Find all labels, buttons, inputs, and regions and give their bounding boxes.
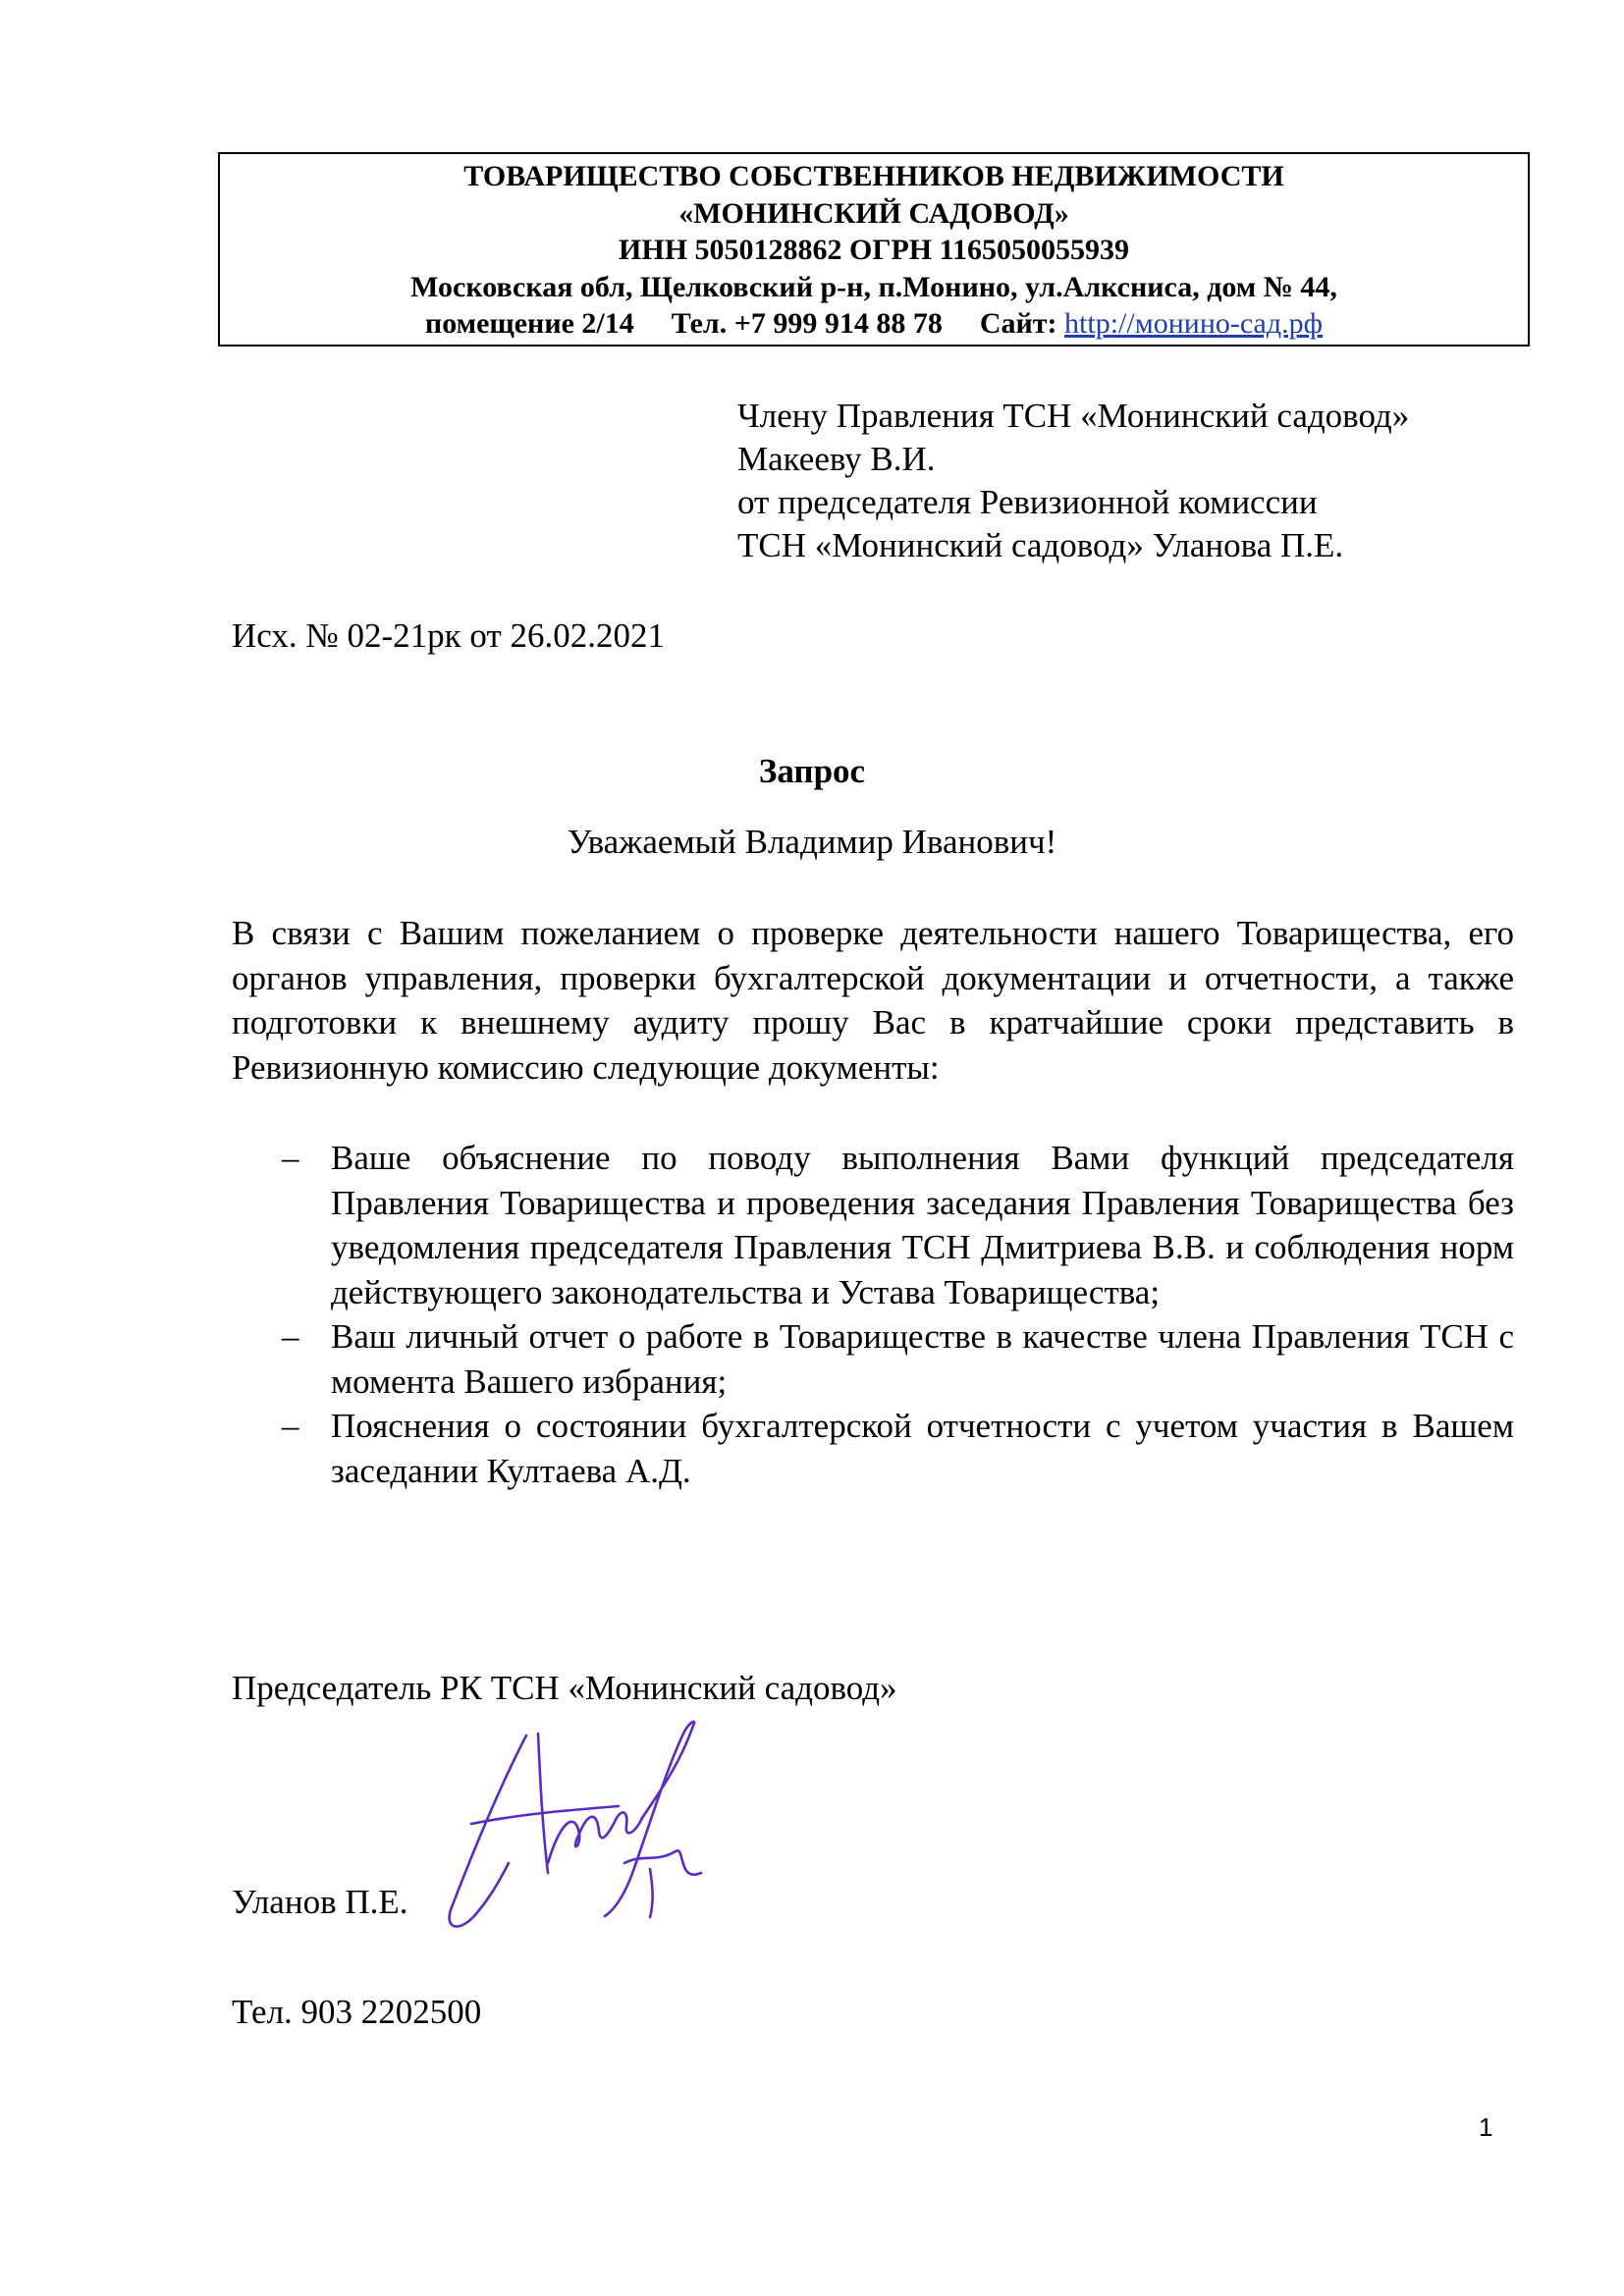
list-item-text: Ваш личный отчет о работе в Товариществе в качестве члена Правления ТСН с момента Вашего избрания; bbox=[331, 1317, 1514, 1401]
chair-title: Председатель РК ТСН «Монинский садовод» bbox=[232, 1669, 897, 1707]
request-list bbox=[232, 1136, 1514, 1493]
signer-name: Уланов П.Е. bbox=[232, 1883, 408, 1921]
bullet-dash: – bbox=[282, 1407, 299, 1445]
letterhead bbox=[218, 152, 1530, 347]
contact-phone: Тел. 903 2202500 bbox=[232, 1993, 482, 2031]
body-paragraph: В связи с Вашим пожеланием о проверке деятельности нашего Товарищества, его органов управления, проверки бухгалтерской документации и отчетности, а также подготовки к внешнему аудиту прошу Вас в кратчайшие сроки представить в Ревизионную комиссию следующие документы: bbox=[232, 914, 1514, 1087]
letterhead-registration: ИНН 5050128862 ОГРН 1165050055939 bbox=[619, 234, 1129, 266]
outgoing-reference: Исх. № 02-21рк от 26.02.2021 bbox=[232, 616, 665, 655]
letterhead-contacts bbox=[220, 305, 1528, 343]
letterhead-office: помещение 2/14 bbox=[424, 307, 634, 340]
greeting: Уважаемый Владимир Иванович! bbox=[567, 823, 1057, 861]
list-item bbox=[232, 1314, 1514, 1404]
recipient-block bbox=[737, 395, 1409, 567]
recipient-line-2: Макееву В.И. bbox=[737, 440, 936, 478]
document-title: Запрос bbox=[758, 752, 866, 790]
recipient-line-4: ТСН «Монинский садовод» Уланова П.Е. bbox=[737, 526, 1344, 564]
letterhead-phone: Тел. +7 999 914 88 78 bbox=[671, 307, 943, 340]
letterhead-site-label: Сайт: bbox=[979, 307, 1057, 340]
page-number: 1 bbox=[1479, 2112, 1493, 2142]
recipient-line-3: от председателя Ревизионной комиссии bbox=[737, 483, 1318, 521]
letterhead-org-short-name: «МОНИНСКИЙ САДОВОД» bbox=[678, 196, 1069, 230]
letterhead-address: Московская обл, Щелковский р-н, п.Монино, ул.Алксниса, дом № 44, bbox=[410, 270, 1337, 303]
letterhead-org-name: ТОВАРИЩЕСТВО СОБСТВЕННИКОВ НЕДВИЖИМОСТИ bbox=[463, 160, 1284, 192]
list-item bbox=[232, 1404, 1514, 1493]
bullet-dash: – bbox=[282, 1317, 299, 1356]
recipient-line-1: Члену Правления ТСН «Монинский садовод» bbox=[737, 397, 1410, 435]
handwritten-signature bbox=[432, 1716, 785, 1951]
bullet-dash: – bbox=[282, 1139, 299, 1177]
list-item-text: Ваше объяснение по поводу выполнения Вами функций председателя Правления Товарищества и проведения заседания Правления Товарищества без уведомления председателя Правления ТСН Дмитриева В.В. и соблюдения норм действующего законодательства и Устава Товарищества; bbox=[331, 1139, 1514, 1311]
list-item-text: Пояснения о состоянии бухгалтерской отчетности с учетом участия в Вашем заседании Култаева А.Д. bbox=[331, 1407, 1514, 1490]
list-item bbox=[232, 1136, 1514, 1314]
letterhead-site-link[interactable]: http://монино-сад.рф bbox=[1064, 307, 1324, 340]
